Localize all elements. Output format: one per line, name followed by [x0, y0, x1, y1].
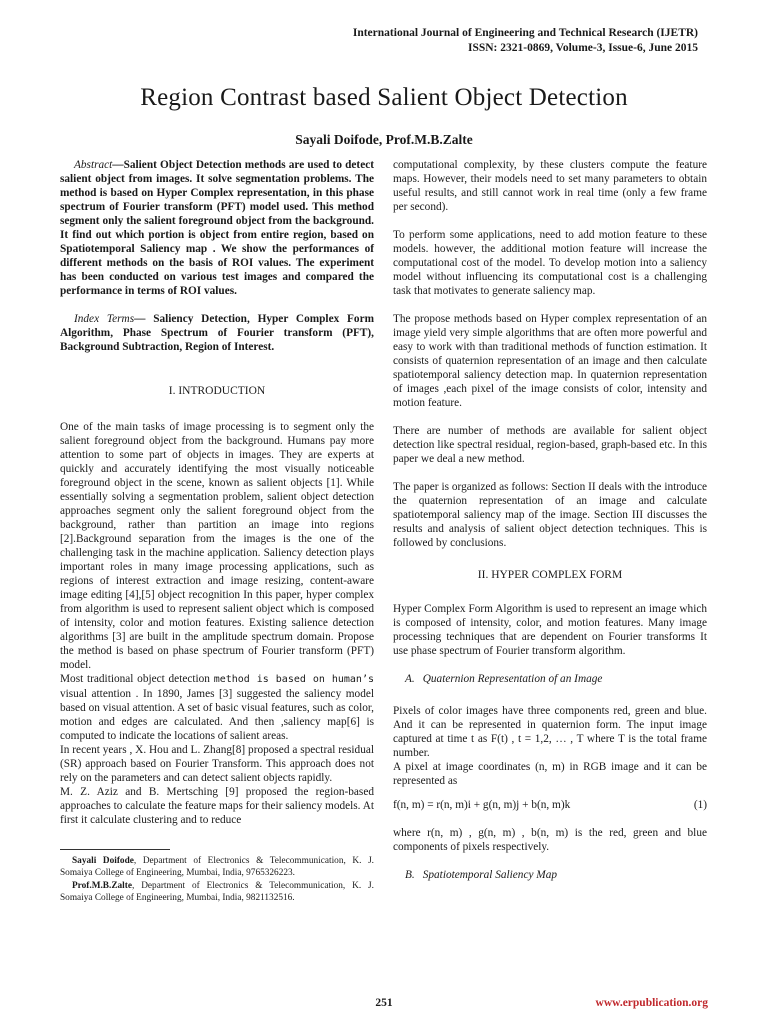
intro-paragraph-1: One of the main tasks of image processing is to segment only the salient foreground object from the background. Humans pay more attention to some part of objects in images. They are experts at quickly and accurately identifying the most visually noticeable foreground object in the scene, known as salient objects [1]. While essentially solving a segmentation problem, salient object detection approaches segment only the salient foreground object from the background, rather than partition an image into regions [2].Background separation from the images is the one of the challenging task in the machine application. Saliency detection plays important roles in many image processing applications, such as regions of interest extraction and image resizing, content-aware image editing [4],[5] object recognition In this paper, hyper complex from algorithm is used to represent salient object which is composed of intensity, color and motion features. Existing salience detection algorithms [3] are built in the amplitude spectrum domain. Propose the method is based on phase spectrum of Fourier transform (PFT) model. — [60, 421, 374, 671]
left-column — [60, 158, 374, 906]
index-terms-label: Index Terms — [74, 313, 135, 325]
footnote-1-text: , Department of Electronics & Telecommunication, K. J. Somaiya College of Engineering, Mumbai, India, 9765326223. — [60, 856, 375, 878]
intro-paragraph-4: M. Z. Aziz and B. Mertsching [9] proposed the region-based approaches to calculate the feature maps for their saliency models. At first it calculate clustering and to reduce — [60, 786, 374, 826]
footnote-2-text: , Department of Electronics & Telecommunication, K. J. Somaiya College of Engineering, Mumbai, India, 9821132516. — [60, 881, 374, 903]
right-paragraph-5: The paper is organized as follows: Section II deals with the introduce the quaternion representation of an image and calculate spatiotemporal saliency map of the image. Section III discusses the results and analysis of salient object detection techniques. This is followed by conclusions. — [393, 481, 707, 549]
abstract-label: Abstract — [74, 159, 113, 171]
abstract — [60, 158, 374, 298]
footnote-2-name: Prof.M.B.Zalte — [72, 881, 132, 891]
subsection-b-label: B. — [405, 869, 415, 881]
index-terms-text: — Saliency Detection, Hyper Complex Form Algorithm, Phase Spectrum of Fourier transform (PFT), Background Subtraction, Region of Interest. — [60, 313, 375, 353]
intro-paragraph-3: In recent years , X. Hou and L. Zhang[8] proposed a spectral residual (SR) approach based on Fourier Transform. This approach does not rely on the parameters and can detect salient objects rapidly. — [60, 744, 374, 784]
right-column — [393, 158, 707, 900]
abstract-text: —Salient Object Detection methods are used to detect salient object from images. It solve segmentation problems. The method is based on Hyper Complex representation, in this phase spectrum of Fourier transform (PFT) model used. This method segment only the salient foreground object from the background. It find out which portion is object from entire region, based on Spatiotemporal Saliency map . We show the performances of different methods on the basis of ROI values. The experiment has been conducted on various test images and compared the performance in terms of ROI values. — [60, 159, 374, 297]
right-paragraph-3: The propose methods based on Hyper complex representation of an image yield very simple algorithms that are often more powerful and easy to work with than traditional methods of function estimation. It consists of quaternion representation of an image and then calculate spatiotemporal saliency detection map. In quaternion representation of images ,each pixel of the image consists of color, intensity and motion feature. — [393, 313, 707, 409]
intro-p2-start: Most traditional object detection — [60, 673, 214, 685]
section-heading-introduction: I. INTRODUCTION — [168, 385, 266, 397]
right-paragraph-2: To perform some applications, need to add motion feature to these models. however, the additional motion feature will increase the computational cost of the model. To develop motion into a saliency model without influencing its computational cost is a challenging task that motivates to generate saliency map. — [393, 229, 707, 297]
footnote-1 — [60, 856, 374, 879]
right-paragraph-7: Pixels of color images have three components red, green and blue. And it can be represented in quaternion form. The input image captured at time t as F(t) , t = 1,2, … , T where T is the total frame number. — [393, 705, 707, 759]
intro-p2-end: visual attention . In 1890, James [3] suggested the saliency model based on visual attention. A set of basic visual features, such as color, motion and edges are calculated. And then ,saliency map[6] is computed to indicate the locations of salient areas. — [60, 688, 374, 742]
equation-number: (1) — [693, 799, 707, 811]
intro-paragraph-2 — [60, 672, 374, 743]
paper-authors: Sayali Doifode, Prof.M.B.Zalte — [295, 132, 473, 147]
subsection-a-title: Quaternion Representation of an Image — [422, 673, 603, 685]
footnote-2 — [60, 881, 374, 904]
footnote-divider — [60, 849, 170, 850]
equation-1 — [393, 798, 707, 812]
journal-name: International Journal of Engineering and Technical Research (IJETR) — [352, 27, 698, 39]
intro-p2-mono: method is based on human’s — [213, 674, 374, 685]
publisher-website[interactable]: www.erpublication.org — [595, 997, 708, 1009]
right-paragraph-1: computational complexity, by these clusters compute the feature maps. However, their models need to set many parameters to obtain useful results, and still cannot work in real time (only a few frame per second). — [393, 159, 707, 213]
right-paragraph-9: where r(n, m) , g(n, m) , b(n, m) is the red, green and blue components of pixels respectively. — [393, 827, 707, 853]
subsection-a-label: A. — [405, 673, 415, 685]
subsection-b-title: Spatiotemporal Saliency Map — [422, 869, 558, 881]
equation-body: f(n, m) = r(n, m)i + g(n, m)j + b(n, m)k — [393, 799, 571, 811]
journal-issn: ISSN: 2321-0869, Volume-3, Issue-6, June 2015 — [467, 42, 698, 54]
subsection-b-heading — [405, 868, 707, 882]
footnote-1-name: Sayali Doifode — [72, 856, 134, 866]
page-number: 251 — [375, 997, 393, 1009]
journal-header — [353, 26, 698, 56]
index-terms — [60, 312, 374, 354]
right-paragraph-8: A pixel at image coordinates (n, m) in RGB image and it can be represented as — [393, 761, 707, 787]
right-paragraph-6: Hyper Complex Form Algorithm is used to represent an image which is composed of intensity, color, and motion features. Many image processing techniques that are dependent on Fourier transforms It use phase spectrum of Fourier transform algorithm. — [393, 603, 707, 657]
subsection-a-heading — [405, 672, 707, 686]
right-paragraph-4: There are number of methods are available for salient object detection like spectral residual, region-based, graph-based etc. In this paper we deal a new method. — [393, 425, 707, 465]
section-heading-hyper-complex-form: II. HYPER COMPLEX FORM — [477, 569, 623, 581]
paper-title: Region Contrast based Salient Object Detection — [140, 84, 628, 111]
